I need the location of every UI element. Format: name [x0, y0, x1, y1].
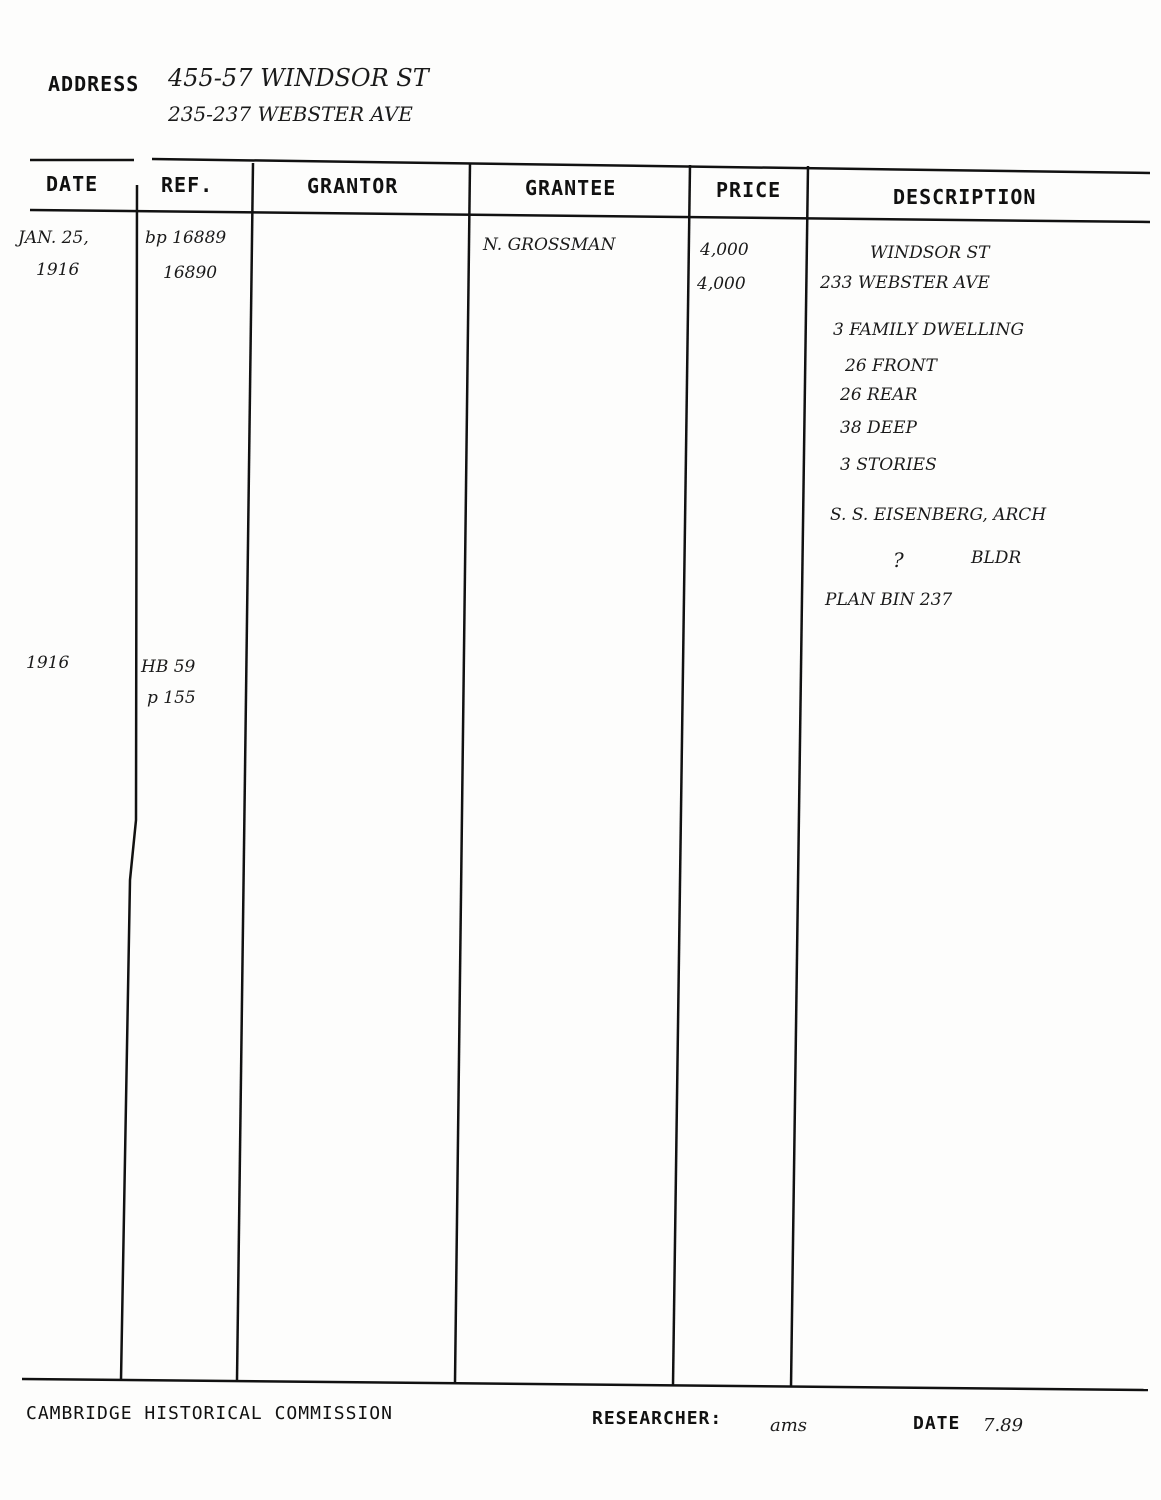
- entry-1-description-line-5: 26 REAR: [840, 385, 918, 405]
- column-header-date: DATE: [46, 172, 99, 196]
- entry-1-description-line-1: WINDSOR ST: [870, 243, 990, 263]
- column-header-grantee: GRANTEE: [525, 176, 617, 200]
- entry-1-description-line-6: 38 DEEP: [840, 418, 917, 438]
- entry-1-description-line-10: BLDR: [971, 548, 1022, 568]
- footer-researcher-label: RESEARCHER:: [592, 1408, 723, 1429]
- footer-commission: CAMBRIDGE HISTORICAL COMMISSION: [26, 1403, 393, 1424]
- entry-1-description-line-2: 233 WEBSTER AVE: [820, 273, 990, 293]
- entry-1-ref-line-2: 16890: [163, 263, 218, 283]
- address-label: ADDRESS: [48, 72, 140, 96]
- entry-2-date: 1916: [26, 653, 70, 673]
- entry-1-ref-line-1: bp 16889: [145, 228, 227, 248]
- entry-1-price-line-1: 4,000: [700, 240, 749, 260]
- entry-2-ref-line-2: p 155: [147, 688, 196, 708]
- address-line-2: 235-237 WEBSTER AVE: [168, 102, 413, 126]
- column-header-price: PRICE: [716, 178, 782, 202]
- entry-1-price-line-2: 4,000: [697, 274, 746, 294]
- address-line-1: 455-57 WINDSOR ST: [168, 64, 429, 92]
- column-header-ref: REF.: [161, 173, 214, 197]
- entry-1-description-line-3: 3 FAMILY DWELLING: [833, 320, 1025, 340]
- entry-1-date-line-1: JAN. 25,: [18, 228, 89, 248]
- footer-researcher-value: ams: [770, 1415, 808, 1436]
- entry-1-date-line-2: 1916: [36, 260, 80, 280]
- entry-1-description-line-8: S. S. EISENBERG, ARCH: [830, 505, 1047, 525]
- footer-date-label: DATE: [913, 1413, 961, 1434]
- entry-1-description-line-7: 3 STORIES: [840, 455, 937, 475]
- entry-1-description-line-9: ?: [893, 548, 904, 572]
- entry-1-description-line-11: PLAN BIN 237: [825, 590, 953, 610]
- entry-1-grantee: N. GROSSMAN: [483, 235, 616, 255]
- column-header-description: DESCRIPTION: [893, 185, 1037, 209]
- entry-1-description-line-4: 26 FRONT: [845, 356, 937, 376]
- entry-2-ref-line-1: HB 59: [141, 657, 196, 677]
- column-header-grantor: GRANTOR: [307, 174, 399, 198]
- footer-date-value: 7.89: [983, 1415, 1024, 1436]
